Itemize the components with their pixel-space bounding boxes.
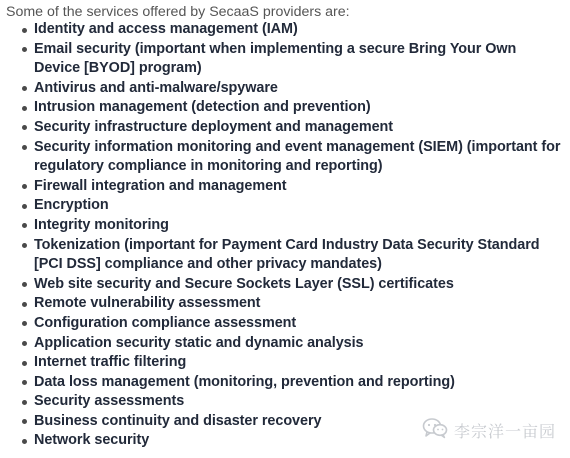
intro-text: Some of the services offered by SecaaS providers are: — [6, 4, 350, 20]
list-item-text: Security assessments — [34, 393, 185, 410]
bullet-icon — [22, 204, 27, 209]
bullet-icon — [22, 341, 27, 346]
bullet-icon — [22, 28, 27, 33]
list-item-text: Firewall integration and management — [34, 177, 287, 194]
list-item — [6, 353, 566, 373]
bullet-icon — [22, 302, 27, 307]
document-body — [6, 0, 566, 451]
list-item — [6, 177, 566, 197]
list-item — [6, 334, 566, 354]
bullet-icon — [22, 380, 27, 385]
list-item — [6, 20, 566, 40]
list-item — [6, 40, 566, 79]
list-item-text: Data loss management (monitoring, prevention and reporting) — [34, 373, 455, 390]
list-item — [6, 275, 566, 295]
list-item-text: Tokenization (important for Payment Card Industry Data Security Standard [PCI DSS] compliance and other privacy mandates) — [34, 236, 540, 273]
bullet-icon — [22, 419, 27, 424]
list-item-text: Identity and access management (IAM) — [34, 21, 298, 37]
list-item-text: Intrusion management (detection and prevention) — [34, 99, 371, 116]
list-item — [6, 373, 566, 393]
list-item — [6, 79, 566, 99]
list-item-text: Business continuity and disaster recovery — [34, 412, 322, 429]
bullet-icon — [22, 321, 27, 326]
bullet-icon — [22, 106, 27, 111]
list-item — [6, 294, 566, 314]
list-item-text: Application security static and dynamic analysis — [34, 334, 364, 351]
list-item-text: Security information monitoring and event management (SIEM) (important for regulatory compliance in monitoring and reporting) — [34, 138, 561, 175]
list-item — [6, 236, 566, 275]
list-item-text: Antivirus and anti-malware/spyware — [34, 79, 278, 96]
list-item-text: Configuration compliance assessment — [34, 314, 297, 331]
bullet-icon — [22, 47, 27, 52]
list-item — [6, 392, 566, 412]
wechat-logo-icon — [422, 417, 448, 444]
bullet-icon — [22, 361, 27, 366]
bullet-icon — [22, 400, 27, 405]
bullet-icon — [22, 145, 27, 150]
bullet-icon — [22, 243, 27, 248]
bullet-icon — [22, 125, 27, 130]
bullet-icon — [22, 439, 27, 444]
bullet-icon — [22, 184, 27, 189]
bullet-icon — [22, 282, 27, 287]
list-item-text: Security infrastructure deployment and management — [34, 118, 394, 135]
list-item — [6, 138, 566, 177]
list-item-text: Internet traffic filtering — [34, 354, 187, 371]
services-list — [6, 20, 566, 451]
list-item — [6, 314, 566, 334]
list-item-text: Network security — [34, 432, 150, 449]
list-item — [6, 118, 566, 138]
bullet-icon — [22, 223, 27, 228]
watermark — [422, 417, 556, 444]
list-item-text: Web site security and Secure Sockets Layer (SSL) certificates — [34, 275, 454, 292]
list-item — [6, 196, 566, 216]
list-item-text: Encryption — [34, 197, 109, 214]
list-item-text: Integrity monitoring — [34, 216, 169, 233]
watermark-text: 李宗洋一亩园 — [453, 422, 556, 441]
bullet-icon — [22, 86, 27, 91]
list-item — [6, 216, 566, 236]
list-item — [6, 98, 566, 118]
list-item-text: Remote vulnerability assessment — [34, 295, 261, 312]
list-item-text: Email security (important when implementing a secure Bring Your Own Device [BYOD] program) — [34, 40, 517, 77]
